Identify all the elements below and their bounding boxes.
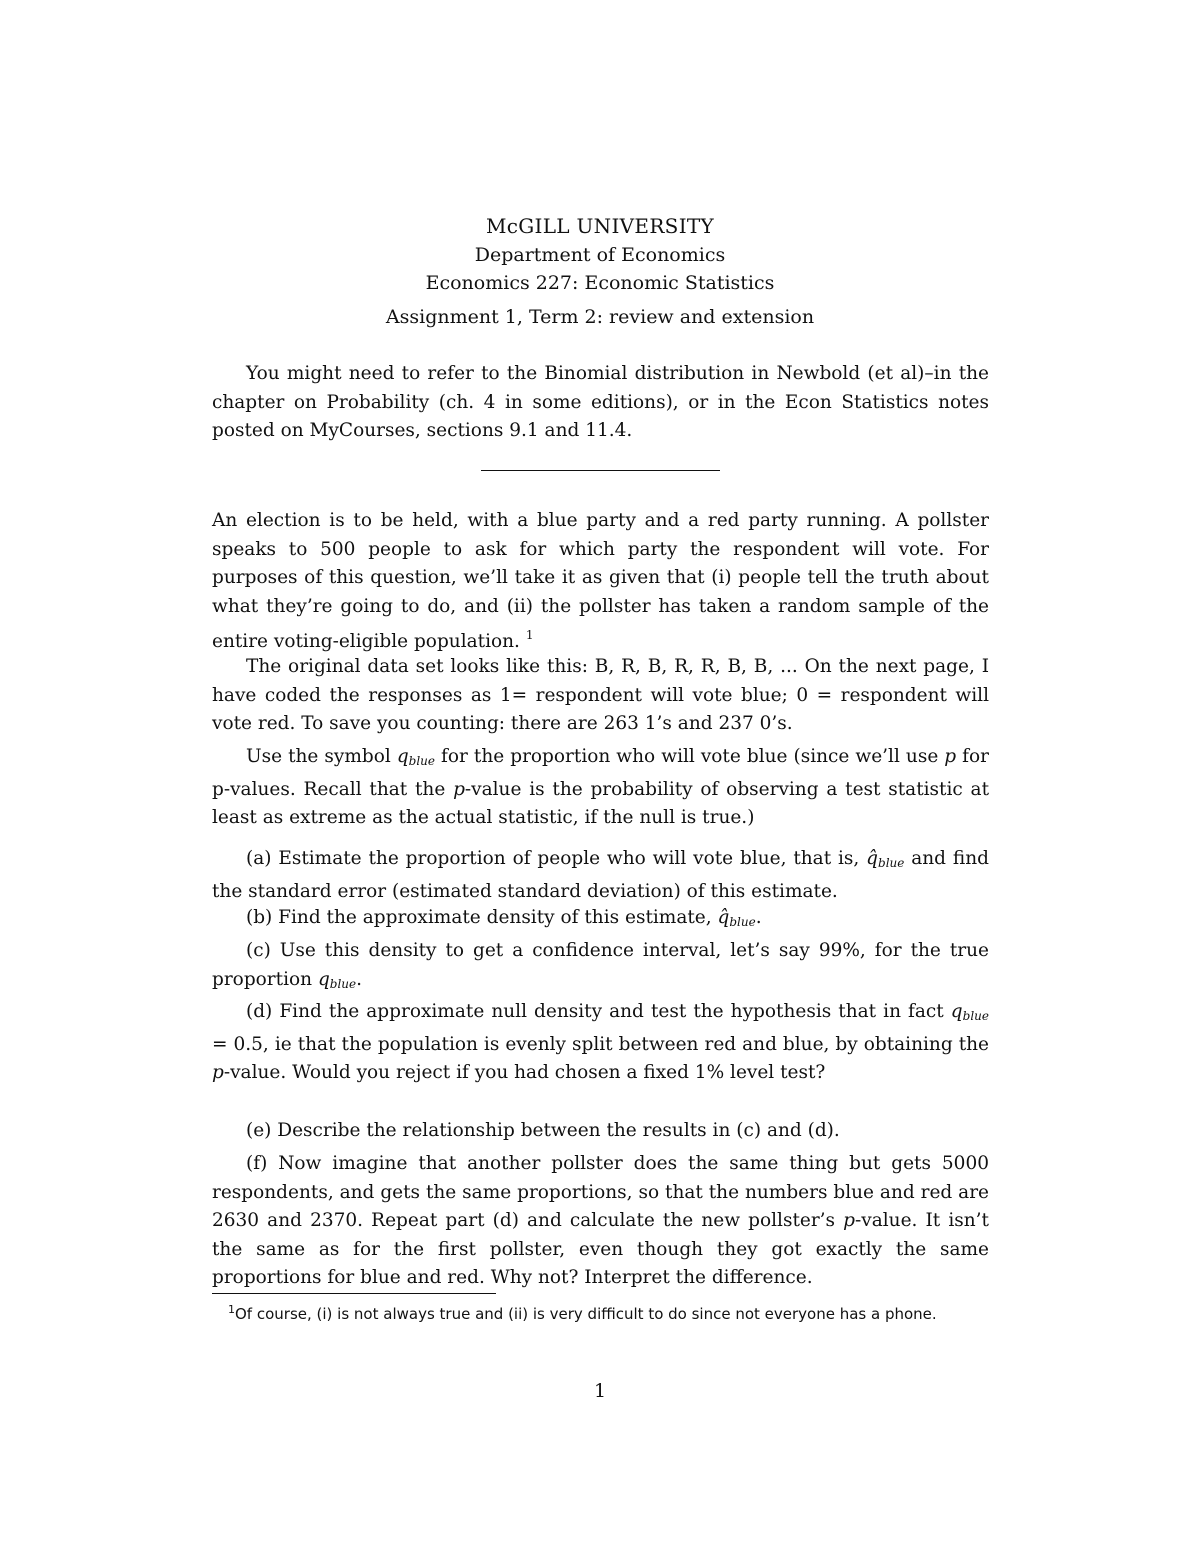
question-d-text-mid: = 0.5, ie that the population is evenly split between red and blue, by obtaining the — [212, 1033, 989, 1055]
p-symbol-2: p — [453, 778, 465, 800]
q-blue-symbol-c: q — [317, 968, 330, 990]
data-paragraph: The original data set looks like this: B, R, B, R, R, B, B, ... On the next page, I have coded the responses as 1= respondent will vote blue; 0 = respondent will vote red. To save you counting: there are 263 1’s and 237 0’s. — [212, 656, 989, 734]
q-blue-symbol: q — [396, 746, 409, 767]
q-hat-subscript: blue — [878, 856, 905, 870]
question-b-text-after: . — [755, 907, 762, 928]
page-number: 1 — [593, 1380, 607, 1402]
p-symbol-f: p — [843, 1210, 855, 1231]
question-b — [212, 904, 989, 937]
assignment-title: Assignment 1, Term 2: review and extension — [385, 306, 815, 328]
election-paragraph — [212, 507, 989, 657]
footnote-mark: 1 — [228, 1303, 235, 1316]
symbol-paragraph — [212, 743, 989, 833]
intro-paragraph: You might need to refer to the Binomial distribution in Newbold (et al)–in the chapter on Probability (ch. 4 in some editions), or in the Econ Statistics notes posted on MyCourses, sections 9.1 and 11.4. — [212, 363, 989, 441]
question-c — [212, 937, 989, 998]
footnote — [212, 1298, 989, 1326]
symbol-text-before: Use the symbol — [246, 746, 397, 767]
course-title: Economics 227: Economic Statistics — [425, 272, 775, 294]
election-text: An election is to be held, with a blue party and a red party running. A pollster speaks to 500 people to ask for which party the respondent will vote. For purposes of this question, we’ll take it as given that (i) people tell the truth about what they’re going to do, and (ii) the pollster has taken a random sample of the entire voting-eligible population. — [212, 510, 989, 652]
q-blue-subscript-d: blue — [962, 1009, 989, 1023]
q-hat-symbol: q̂ — [866, 848, 879, 869]
symbol-text-after: for the proportion who will vote blue (since we’ll use — [435, 746, 945, 767]
symbol-text-mid: for p-values. Recall that the — [212, 746, 989, 800]
footnote-reference: 1 — [525, 628, 534, 642]
p-symbol-d: p — [212, 1062, 224, 1083]
q-hat-subscript-b: blue — [729, 915, 756, 929]
footnote-rule — [212, 1293, 496, 1294]
question-f-text-after: -value. It isn’t the same as for the first pollster, even though they got exactly the same proportions for blue and red. Why not? Interpret the difference. — [212, 1210, 989, 1288]
question-d-text-after: -value. Would you reject if you had chosen a fixed 1% level test? — [223, 1062, 826, 1083]
q-blue-symbol-d: q — [950, 1001, 963, 1022]
q-hat-symbol-b: q̂ — [717, 907, 730, 928]
question-a-text: (a) Estimate the proportion of people who will vote blue, that is, — [246, 848, 867, 869]
q-blue-subscript-c: blue — [329, 976, 357, 991]
question-f — [212, 1150, 989, 1293]
university-title: McGILL UNIVERSITY — [485, 214, 715, 238]
question-a — [212, 845, 989, 906]
question-a-text-after: and find the standard error (estimated standard deviation) of this estimate. — [212, 848, 989, 902]
p-symbol: p — [944, 746, 957, 767]
section-divider — [481, 470, 720, 471]
question-f-text: (f) Now imagine that another pollster does the same thing but gets 5000 respondents, and gets the same proportions, so that the numbers blue and red are 2630 and 2370. Repeat part (d) and calculate the new pollster’s — [212, 1153, 989, 1231]
symbol-text-end: -value is the probability of observing a test statistic at least as extreme as the actual statistic, if the null is true.) — [212, 778, 990, 828]
department-name: Department of Economics — [474, 244, 726, 266]
question-d-text: (d) Find the approximate null density and test the hypothesis that in fact — [246, 1001, 951, 1022]
question-c-text-after: . — [356, 968, 363, 990]
footnote-text: Of course, (i) is not always true and (ii) is very difficult to do since not everyone has a phone. — [235, 1305, 937, 1323]
question-d — [212, 998, 989, 1088]
question-b-text: (b) Find the approximate density of this estimate, — [246, 907, 718, 928]
q-blue-subscript: blue — [408, 754, 436, 768]
question-e: (e) Describe the relationship between the results in (c) and (d). — [246, 1120, 840, 1141]
question-c-text: (c) Use this density to get a confidence interval, let’s say 99%, for the true proportion — [212, 940, 989, 990]
